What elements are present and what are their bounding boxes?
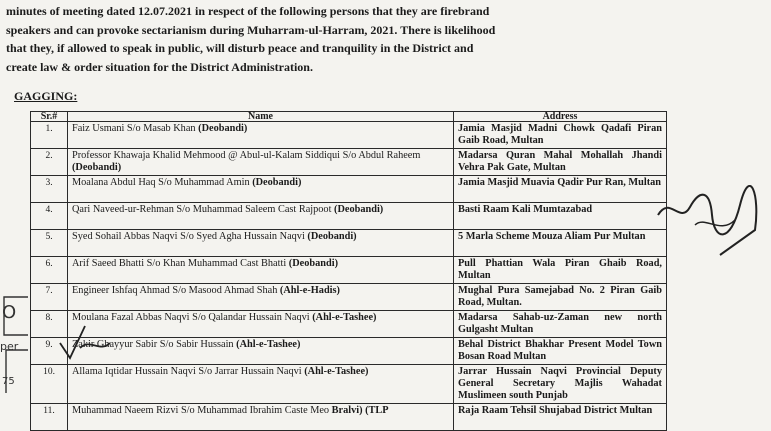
row-name-cell <box>68 311 454 338</box>
sect-label: (Deobandi) <box>288 258 338 269</box>
row-address: Pull Phattian Wala Piran Ghaib Road, Multan <box>454 257 667 284</box>
row-serial: 6. <box>31 257 68 284</box>
row-serial: 3. <box>31 176 68 203</box>
intro-line: speakers and can provoke sectarianism during Muharram-ul-Harram, 2021. There is likelihood <box>6 22 496 37</box>
row-address: 5 Marla Scheme Mouza Aliam Pur Multan <box>454 230 667 257</box>
row-serial: 9. <box>31 338 68 365</box>
sect-label: (Deobandi) <box>72 162 122 173</box>
table-row <box>31 122 667 149</box>
row-address: Jamia Masjid Muavia Qadir Pur Ran, Multan <box>454 176 667 203</box>
header-address: Address <box>454 112 667 122</box>
sect-label: (Ahl-e-Hadis) <box>279 285 340 296</box>
margin-bracket <box>0 295 30 395</box>
table-row <box>31 230 667 257</box>
row-name-cell <box>68 365 454 404</box>
row-name-cell <box>68 230 454 257</box>
table-row <box>31 203 667 230</box>
table-row <box>31 311 667 338</box>
row-serial: 8. <box>31 311 68 338</box>
margin-mark: O <box>2 302 17 323</box>
row-name-cell <box>68 149 454 176</box>
table-row <box>31 284 667 311</box>
intro-line: that they, if allowed to speak in public, will disturb peace and tranquility in the District and <box>6 41 474 55</box>
row-serial: 11. <box>31 404 68 431</box>
signature-scribble <box>650 185 768 265</box>
sect-label: Bralvi) (TLP <box>331 405 389 416</box>
sect-label: (Ahl-e-Tashee) <box>312 312 377 323</box>
row-name-cell <box>68 338 454 365</box>
person-name: Muhammad Naeem Rizvi S/o Muhammad Ibrahim Caste Meo <box>72 405 330 416</box>
signature-tick <box>55 318 115 368</box>
person-name: Zakir Ghayyur Sabir S/o Sabir Hussain <box>72 339 234 350</box>
intro-line: create law & order situation for the District Administration. <box>6 59 313 74</box>
row-address: Jarrar Hussain Naqvi Provincial Deputy General Secretary Majlis Wahadat Muslimeen south Punjab <box>454 365 667 404</box>
sect-label: (Deobandi) <box>334 204 384 215</box>
table-row <box>31 149 667 176</box>
table-row <box>31 176 667 203</box>
row-serial: 4. <box>31 203 68 230</box>
row-serial: 10. <box>31 365 68 404</box>
row-name-cell <box>68 404 454 431</box>
table-row <box>31 365 667 404</box>
gagging-table <box>30 111 667 431</box>
row-address: Basti Raam Kali Mumtazabad <box>454 203 667 230</box>
table-row <box>31 338 667 365</box>
table-header-row <box>31 112 667 122</box>
row-name-cell <box>68 284 454 311</box>
table-row <box>31 257 667 284</box>
person-name: Syed Sohail Abbas Naqvi S/o Syed Agha Hussain Naqvi <box>72 231 305 242</box>
sect-label: (Ahl-e-Tashee) <box>236 339 301 350</box>
row-address: Behal District Bhakhar Present Model Town Bosan Road Multan <box>454 338 667 365</box>
row-serial: 1. <box>31 122 68 149</box>
row-address: Mughal Pura Samejabad No. 2 Piran Gaib Road, Multan. <box>454 284 667 311</box>
person-name: Moalana Abdul Haq S/o Muhammad Amin <box>72 177 250 188</box>
section-heading: GAGGING: <box>14 89 78 103</box>
intro-paragraph <box>6 2 656 76</box>
sect-label: (Deobandi) <box>198 123 248 134</box>
person-name: Arif Saeed Bhatti S/o Khan Muhammad Cast Bhatti <box>72 258 287 269</box>
margin-mark: 75 <box>2 376 15 387</box>
table-row <box>31 404 667 431</box>
row-address: Jamia Masjid Madni Chowk Qadafi Piran Gaib Road, Multan <box>454 122 667 149</box>
sect-label: (Ahl-e-Tashee) <box>304 366 369 377</box>
row-serial: 7. <box>31 284 68 311</box>
sect-label: (Deobandi) <box>307 231 357 242</box>
row-name-cell <box>68 203 454 230</box>
header-sr: Sr.# <box>31 112 68 122</box>
row-address: Raja Raam Tehsil Shujabad District Multan <box>454 404 667 431</box>
row-name-cell <box>68 257 454 284</box>
person-name: Moulana Fazal Abbas Naqvi S/o Qalandar Hussain Naqvi <box>72 312 310 323</box>
row-address: Madarsa Sahab-uz-Zaman new north Gulgasht Multan <box>454 311 667 338</box>
margin-mark: per <box>0 340 19 353</box>
person-name: Allama Iqtidar Hussain Naqvi S/o Jarrar Hussain Naqvi <box>72 366 302 377</box>
intro-line: minutes of meeting dated 12.07.2021 in respect of the following persons that they are firebrand <box>6 4 490 18</box>
sect-label: (Deobandi) <box>252 177 302 188</box>
person-name: Qari Naveed-ur-Rehman S/o Muhammad Saleem Cast Rajpoot <box>72 204 332 215</box>
person-name: Engineer Ishfaq Ahmad S/o Masood Ahmad Shah <box>72 285 278 296</box>
person-name: Professor Khawaja Khalid Mehmood @ Abul-ul-Kalam Siddiqui S/o Abdul Raheem <box>72 150 421 161</box>
row-name-cell <box>68 122 454 149</box>
row-name-cell <box>68 176 454 203</box>
row-address: Madarsa Quran Mahal Mohallah Jhandi Vehra Pak Gate, Multan <box>454 149 667 176</box>
person-name: Faiz Usmani S/o Masab Khan <box>72 123 196 134</box>
header-name: Name <box>68 112 454 122</box>
row-serial: 2. <box>31 149 68 176</box>
row-serial: 5. <box>31 230 68 257</box>
